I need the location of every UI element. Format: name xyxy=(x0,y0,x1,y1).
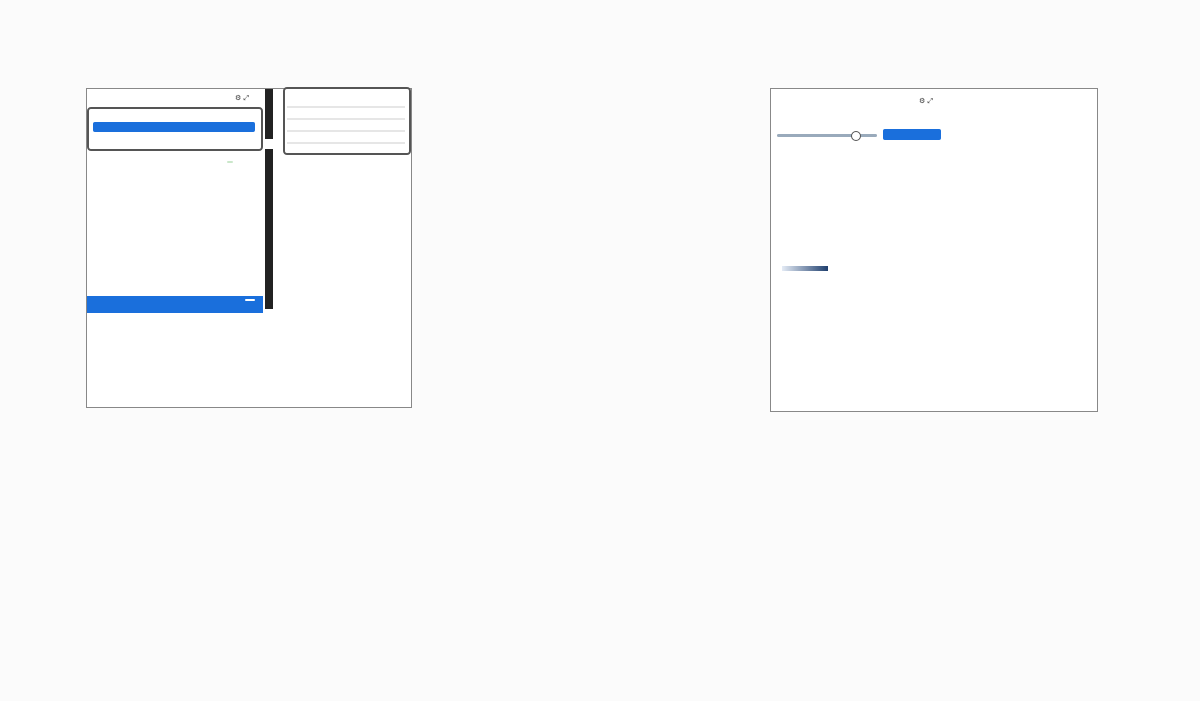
scatter-chart xyxy=(456,148,716,373)
guide-button[interactable] xyxy=(245,299,255,301)
similarity-scale xyxy=(779,266,949,272)
system-b-screenshot xyxy=(770,88,1098,412)
generate-fair-rank-button[interactable] xyxy=(883,129,941,140)
group-view-tab[interactable] xyxy=(265,89,273,139)
threshold-slider[interactable] xyxy=(777,134,877,137)
settings-icon[interactable]: ⚙ ⤢ xyxy=(235,94,250,102)
slider-thumb[interactable] xyxy=(851,131,861,141)
system-a-group-highlight xyxy=(283,87,411,155)
violin-chart xyxy=(456,372,716,462)
ranking-view-tab[interactable] xyxy=(265,149,273,309)
settings-icon[interactable]: ⚙ ⤢ xyxy=(919,97,934,105)
system-a-generation-highlight xyxy=(87,107,263,151)
similarity-matrix xyxy=(775,169,945,269)
tasks-bar xyxy=(87,296,263,313)
